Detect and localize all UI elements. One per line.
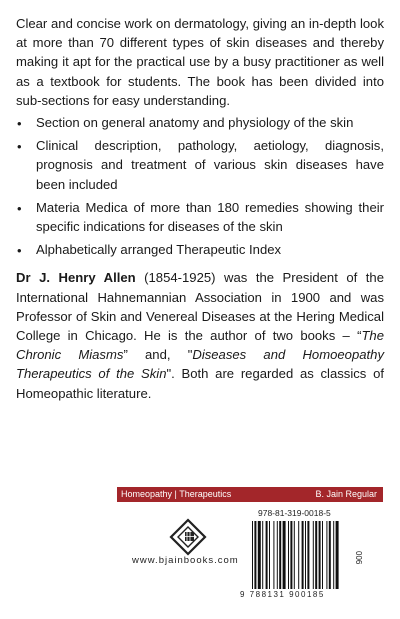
barcode-bar	[322, 521, 323, 589]
imprint-label: B. Jain Regular	[315, 489, 377, 499]
bullet-icon: •	[17, 139, 22, 155]
category-bar	[117, 487, 383, 502]
barcode-bar	[319, 521, 321, 589]
back-cover-text	[16, 14, 384, 403]
author-bio: Dr J. Henry Allen (1854-1925) was the President of the International Hahnemannian Association in 1900 and was Professor of Skin and Venereal Diseases at the Hering Medical College in Chicago. He is the author of two books – “The Chronic Miasms” and, "Diseases and Homoeopathy Therapeutics of the Skin". Both are regarded as classics of Homeopathic literature.	[16, 270, 384, 401]
barcode-bar	[266, 521, 268, 589]
barcode-bar	[252, 521, 253, 589]
list-item: • Materia Medica of more than 180 remedies showing their specific indications for diseases of the skin	[17, 199, 384, 235]
barcode-bar	[302, 521, 304, 589]
book-title: Diseases and Homoeopathy Therapeutics of the Skin	[16, 347, 384, 382]
barcode-bar	[315, 521, 317, 589]
barcode-bar	[258, 521, 261, 589]
list-item: • Clinical description, pathology, aetiology, diagnosis, prognosis and treatment of various skin diseases have been included	[17, 138, 384, 192]
barcode-bar	[288, 521, 289, 589]
barcode-bar	[290, 521, 292, 589]
barcode-number: 9 788131 900185	[240, 590, 325, 599]
barcode-icon	[250, 521, 364, 589]
barcode-bar	[336, 521, 339, 589]
barcode-bar	[254, 521, 256, 589]
barcode-bar	[283, 521, 286, 589]
barcode-bar	[298, 521, 299, 589]
intro-paragraph: Clear and concise work on dermatology, giving an in-depth look at more than 70 different types of skin diseases and thereby making it apt for the practical use by a busy practitioner as well as a textbook for students. The book has been divided into sub-sections for easy understanding.	[16, 16, 384, 108]
isbn: 978-81-319-0018-5	[258, 508, 331, 518]
barcode-bar	[333, 521, 334, 589]
barcode-bar	[262, 521, 263, 589]
bullet-icon: •	[17, 243, 22, 259]
list-item: • Section on general anatomy and physiology of the skin	[16, 113, 384, 132]
barcode-bar	[269, 521, 270, 589]
barcode-bar	[294, 521, 295, 589]
feature-list	[16, 113, 384, 259]
list-item: • Alphabetically arranged Therapeutic Index	[16, 240, 384, 259]
author-name: Dr J. Henry Allen	[16, 270, 136, 286]
barcode-bar	[313, 521, 314, 589]
barcode-bar	[273, 521, 274, 589]
barcode-bar	[329, 521, 331, 589]
price-code: 006	[354, 551, 363, 565]
book-title: The Chronic Miasms	[16, 328, 384, 363]
barcode-bar	[326, 521, 327, 589]
barcode-bar	[279, 521, 281, 589]
bullet-icon: •	[17, 200, 22, 216]
barcode-bar	[305, 521, 306, 589]
website-url: www.bjainbooks.com	[132, 555, 239, 566]
barcode-bar	[277, 521, 278, 589]
barcode-bar	[307, 521, 309, 589]
category-label: Homeopathy | Therapeutics	[121, 489, 232, 499]
bullet-icon: •	[17, 116, 22, 132]
